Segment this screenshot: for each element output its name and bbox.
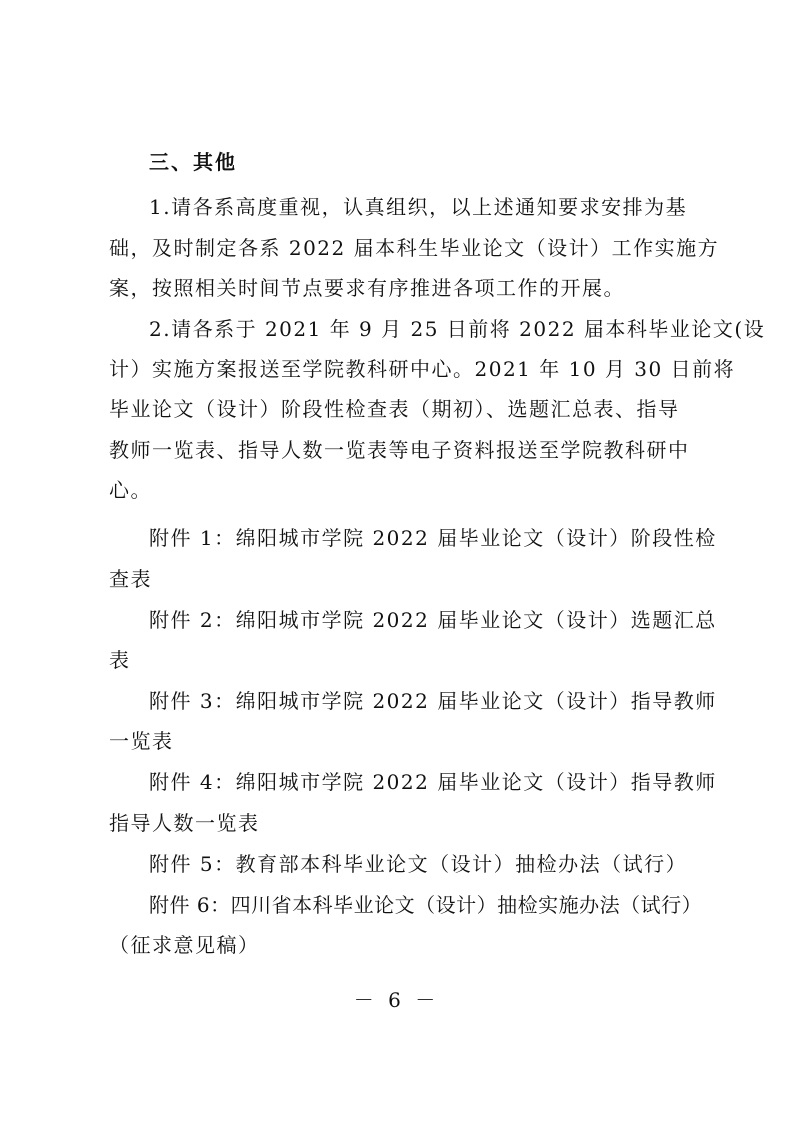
attachment-4-line-2: 指导人数一览表 [109,811,260,835]
paragraph-2-line-5: 心。 [109,478,152,502]
paragraph-1-line-3: 案，按照相关时间节点要求有序推进各项工作的开展。 [109,276,625,300]
attachment-6-line-1: 附件 6：四川省本科毕业论文（设计）抽检实施办法（试行） [149,893,703,917]
paragraph-1-line-2: 础，及时制定各系 2022 届本科生毕业论文（设计）工作实施方 [109,236,720,260]
attachment-2-line-2: 表 [109,648,131,672]
attachment-2-line-1: 附件 2：绵阳城市学院 2022 届毕业论文（设计）选题汇总 [149,608,717,632]
attachment-1-line-1: 附件 1：绵阳城市学院 2022 届毕业论文（设计）阶段性检 [149,526,717,550]
page-number: － 6 － [353,988,440,1012]
paragraph-2-line-1: 2.请各系于 2021 年 9 月 25 日前将 2022 届本科毕业论文(设 [149,317,766,341]
paragraph-2-line-2: 计）实施方案报送至学院教科研中心。2021 年 10 月 30 日前将 [109,357,736,381]
attachment-4-line-1: 附件 4：绵阳城市学院 2022 届毕业论文（设计）指导教师 [149,770,717,794]
attachment-5-line-1: 附件 5：教育部本科毕业论文（设计）抽检办法（试行） [149,852,688,876]
paragraph-2-line-3: 毕业论文（设计）阶段性检查表（期初）、选题汇总表、指导 [109,397,680,421]
attachment-1-line-2: 查表 [109,567,152,591]
paragraph-2-line-4: 教师一览表、指导人数一览表等电子资料报送至学院教科研中 [109,438,690,462]
section-heading: 三、其他 [149,150,237,174]
attachment-3-line-1: 附件 3：绵阳城市学院 2022 届毕业论文（设计）指导教师 [149,689,717,713]
attachment-3-line-2: 一览表 [109,729,174,753]
paragraph-1-line-1: 1.请各系高度重视，认真组织，以上述通知要求安排为基 [149,195,688,219]
attachment-6-line-2: （征求意见稿） [109,933,260,957]
